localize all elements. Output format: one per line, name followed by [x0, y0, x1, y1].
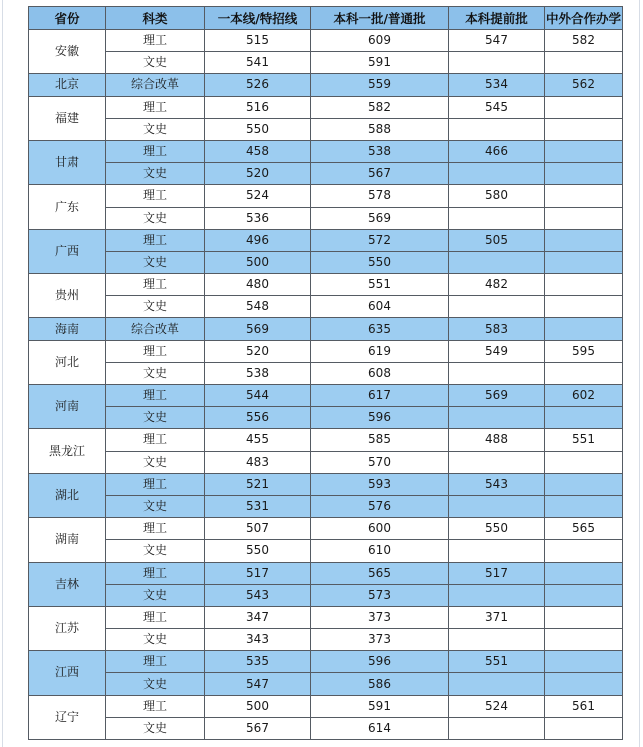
province-cell: 北京	[29, 74, 106, 96]
table-row	[29, 118, 623, 140]
province-cell: 贵州	[29, 274, 106, 318]
subject-cell: 文史	[106, 251, 205, 273]
batch-one-cell: 610	[311, 540, 449, 562]
header-early-batch: 本科提前批	[449, 7, 545, 30]
province-cell: 安徽	[29, 30, 106, 74]
first-tier-line-cell: 343	[205, 629, 311, 651]
table-row	[29, 251, 623, 273]
cooperative-program-cell	[545, 163, 623, 185]
batch-one-cell: 600	[311, 518, 449, 540]
early-batch-cell	[449, 251, 545, 273]
header-province: 省份	[29, 7, 106, 30]
first-tier-line-cell: 458	[205, 140, 311, 162]
table-row	[29, 429, 623, 451]
first-tier-line-cell: 480	[205, 274, 311, 296]
early-batch-cell: 524	[449, 695, 545, 717]
first-tier-line-cell: 507	[205, 518, 311, 540]
batch-one-cell: 619	[311, 340, 449, 362]
province-cell: 广东	[29, 185, 106, 229]
table-row	[29, 74, 623, 96]
subject-cell: 理工	[106, 340, 205, 362]
first-tier-line-cell: 517	[205, 562, 311, 584]
cooperative-program-cell: 565	[545, 518, 623, 540]
first-tier-line-cell: 516	[205, 96, 311, 118]
subject-cell: 文史	[106, 629, 205, 651]
province-cell: 湖南	[29, 518, 106, 562]
subject-cell: 文史	[106, 296, 205, 318]
table-row	[29, 52, 623, 74]
subject-cell: 综合改革	[106, 318, 205, 340]
province-cell: 甘肃	[29, 140, 106, 184]
province-cell: 江苏	[29, 606, 106, 650]
table-row	[29, 185, 623, 207]
cooperative-program-cell	[545, 673, 623, 695]
subject-cell: 文史	[106, 407, 205, 429]
table-row	[29, 30, 623, 52]
early-batch-cell: 517	[449, 562, 545, 584]
table-row	[29, 96, 623, 118]
province-cell: 湖北	[29, 473, 106, 517]
table-row	[29, 451, 623, 473]
subject-cell: 理工	[106, 30, 205, 52]
batch-one-cell: 570	[311, 451, 449, 473]
early-batch-cell	[449, 207, 545, 229]
subject-cell: 文史	[106, 495, 205, 517]
table-row	[29, 207, 623, 229]
subject-cell: 理工	[106, 606, 205, 628]
batch-one-cell: 591	[311, 52, 449, 74]
cooperative-program-cell	[545, 362, 623, 384]
first-tier-line-cell: 520	[205, 340, 311, 362]
early-batch-cell	[449, 673, 545, 695]
cooperative-program-cell	[545, 118, 623, 140]
subject-cell: 文史	[106, 362, 205, 384]
early-batch-cell: 545	[449, 96, 545, 118]
province-cell: 黑龙江	[29, 429, 106, 473]
early-batch-cell	[449, 407, 545, 429]
cooperative-program-cell	[545, 229, 623, 251]
first-tier-line-cell: 538	[205, 362, 311, 384]
early-batch-cell: 550	[449, 518, 545, 540]
subject-cell: 文史	[106, 163, 205, 185]
batch-one-cell: 582	[311, 96, 449, 118]
table-row	[29, 229, 623, 251]
subject-cell: 文史	[106, 118, 205, 140]
first-tier-line-cell: 556	[205, 407, 311, 429]
subject-cell: 理工	[106, 562, 205, 584]
province-cell: 广西	[29, 229, 106, 273]
subject-cell: 理工	[106, 185, 205, 207]
table-row	[29, 296, 623, 318]
first-tier-line-cell: 535	[205, 651, 311, 673]
header-first-tier-line: 一本线/特招线	[205, 7, 311, 30]
province-cell: 福建	[29, 96, 106, 140]
admission-scores-table	[28, 6, 623, 740]
batch-one-cell: 617	[311, 385, 449, 407]
cooperative-program-cell	[545, 52, 623, 74]
subject-cell: 理工	[106, 229, 205, 251]
cooperative-program-cell: 595	[545, 340, 623, 362]
cooperative-program-cell	[545, 451, 623, 473]
cooperative-program-cell	[545, 185, 623, 207]
first-tier-line-cell: 347	[205, 606, 311, 628]
first-tier-line-cell: 544	[205, 385, 311, 407]
batch-one-cell: 565	[311, 562, 449, 584]
table-body	[29, 30, 623, 740]
first-tier-line-cell: 550	[205, 118, 311, 140]
first-tier-line-cell: 496	[205, 229, 311, 251]
cooperative-program-cell	[545, 606, 623, 628]
subject-cell: 理工	[106, 140, 205, 162]
first-tier-line-cell: 550	[205, 540, 311, 562]
batch-one-cell: 538	[311, 140, 449, 162]
table-row	[29, 140, 623, 162]
early-batch-cell: 549	[449, 340, 545, 362]
batch-one-cell: 635	[311, 318, 449, 340]
cooperative-program-cell	[545, 540, 623, 562]
cooperative-program-cell	[545, 274, 623, 296]
cooperative-program-cell	[545, 140, 623, 162]
first-tier-line-cell: 500	[205, 695, 311, 717]
cooperative-program-cell	[545, 717, 623, 739]
table-row	[29, 385, 623, 407]
province-cell: 河南	[29, 385, 106, 429]
cooperative-program-cell	[545, 651, 623, 673]
early-batch-cell	[449, 495, 545, 517]
batch-one-cell: 559	[311, 74, 449, 96]
table-row	[29, 629, 623, 651]
table-row	[29, 695, 623, 717]
batch-one-cell: 551	[311, 274, 449, 296]
subject-cell: 文史	[106, 717, 205, 739]
early-batch-cell	[449, 296, 545, 318]
first-tier-line-cell: 548	[205, 296, 311, 318]
table-header	[29, 7, 623, 30]
cooperative-program-cell	[545, 96, 623, 118]
early-batch-cell	[449, 118, 545, 140]
cooperative-program-cell: 602	[545, 385, 623, 407]
header-cooperative-program: 中外合作办学	[545, 7, 623, 30]
first-tier-line-cell: 547	[205, 673, 311, 695]
batch-one-cell: 569	[311, 207, 449, 229]
early-batch-cell: 547	[449, 30, 545, 52]
first-tier-line-cell: 536	[205, 207, 311, 229]
batch-one-cell: 373	[311, 606, 449, 628]
first-tier-line-cell: 531	[205, 495, 311, 517]
table-row	[29, 606, 623, 628]
subject-cell: 理工	[106, 96, 205, 118]
batch-one-cell: 586	[311, 673, 449, 695]
table-row	[29, 473, 623, 495]
table-row	[29, 518, 623, 540]
table-row	[29, 651, 623, 673]
cooperative-program-cell	[545, 251, 623, 273]
first-tier-line-cell: 520	[205, 163, 311, 185]
batch-one-cell: 588	[311, 118, 449, 140]
cooperative-program-cell	[545, 318, 623, 340]
first-tier-line-cell: 541	[205, 52, 311, 74]
first-tier-line-cell: 567	[205, 717, 311, 739]
subject-cell: 文史	[106, 451, 205, 473]
table-row	[29, 407, 623, 429]
province-cell: 吉林	[29, 562, 106, 606]
subject-cell: 文史	[106, 584, 205, 606]
table-row	[29, 274, 623, 296]
batch-one-cell: 576	[311, 495, 449, 517]
cooperative-program-cell: 561	[545, 695, 623, 717]
cooperative-program-cell	[545, 473, 623, 495]
cooperative-program-cell	[545, 296, 623, 318]
batch-one-cell: 614	[311, 717, 449, 739]
subject-cell: 文史	[106, 673, 205, 695]
cooperative-program-cell: 582	[545, 30, 623, 52]
header-subject: 科类	[106, 7, 205, 30]
cooperative-program-cell	[545, 562, 623, 584]
batch-one-cell: 604	[311, 296, 449, 318]
header-row	[29, 7, 623, 30]
early-batch-cell: 583	[449, 318, 545, 340]
table-row	[29, 673, 623, 695]
subject-cell: 文史	[106, 207, 205, 229]
early-batch-cell: 580	[449, 185, 545, 207]
early-batch-cell: 371	[449, 606, 545, 628]
table-row	[29, 340, 623, 362]
batch-one-cell: 609	[311, 30, 449, 52]
first-tier-line-cell: 569	[205, 318, 311, 340]
cooperative-program-cell	[545, 407, 623, 429]
cooperative-program-cell	[545, 207, 623, 229]
early-batch-cell	[449, 451, 545, 473]
province-cell: 辽宁	[29, 695, 106, 739]
header-batch-one: 本科一批/普通批	[311, 7, 449, 30]
batch-one-cell: 573	[311, 584, 449, 606]
province-cell: 河北	[29, 340, 106, 384]
early-batch-cell	[449, 163, 545, 185]
first-tier-line-cell: 524	[205, 185, 311, 207]
early-batch-cell: 551	[449, 651, 545, 673]
batch-one-cell: 591	[311, 695, 449, 717]
subject-cell: 综合改革	[106, 74, 205, 96]
table-row	[29, 584, 623, 606]
first-tier-line-cell: 500	[205, 251, 311, 273]
batch-one-cell: 593	[311, 473, 449, 495]
cooperative-program-cell: 551	[545, 429, 623, 451]
subject-cell: 文史	[106, 52, 205, 74]
batch-one-cell: 572	[311, 229, 449, 251]
early-batch-cell: 488	[449, 429, 545, 451]
early-batch-cell	[449, 717, 545, 739]
cooperative-program-cell	[545, 629, 623, 651]
early-batch-cell: 569	[449, 385, 545, 407]
early-batch-cell	[449, 540, 545, 562]
early-batch-cell	[449, 584, 545, 606]
table-row	[29, 362, 623, 384]
subject-cell: 理工	[106, 385, 205, 407]
batch-one-cell: 567	[311, 163, 449, 185]
table-row	[29, 717, 623, 739]
batch-one-cell: 608	[311, 362, 449, 384]
first-tier-line-cell: 515	[205, 30, 311, 52]
cooperative-program-cell: 562	[545, 74, 623, 96]
first-tier-line-cell: 521	[205, 473, 311, 495]
batch-one-cell: 578	[311, 185, 449, 207]
first-tier-line-cell: 543	[205, 584, 311, 606]
table-row	[29, 163, 623, 185]
subject-cell: 理工	[106, 518, 205, 540]
early-batch-cell: 482	[449, 274, 545, 296]
batch-one-cell: 550	[311, 251, 449, 273]
first-tier-line-cell: 526	[205, 74, 311, 96]
table-row	[29, 540, 623, 562]
batch-one-cell: 373	[311, 629, 449, 651]
first-tier-line-cell: 455	[205, 429, 311, 451]
early-batch-cell	[449, 362, 545, 384]
first-tier-line-cell: 483	[205, 451, 311, 473]
province-cell: 海南	[29, 318, 106, 340]
subject-cell: 理工	[106, 695, 205, 717]
early-batch-cell: 466	[449, 140, 545, 162]
table-row	[29, 562, 623, 584]
table-row	[29, 495, 623, 517]
early-batch-cell: 534	[449, 74, 545, 96]
subject-cell: 文史	[106, 540, 205, 562]
early-batch-cell	[449, 629, 545, 651]
subject-cell: 理工	[106, 473, 205, 495]
batch-one-cell: 596	[311, 651, 449, 673]
cooperative-program-cell	[545, 495, 623, 517]
cooperative-program-cell	[545, 584, 623, 606]
batch-one-cell: 585	[311, 429, 449, 451]
early-batch-cell: 505	[449, 229, 545, 251]
table-row	[29, 318, 623, 340]
subject-cell: 理工	[106, 429, 205, 451]
early-batch-cell: 543	[449, 473, 545, 495]
batch-one-cell: 596	[311, 407, 449, 429]
subject-cell: 理工	[106, 274, 205, 296]
early-batch-cell	[449, 52, 545, 74]
province-cell: 江西	[29, 651, 106, 695]
subject-cell: 理工	[106, 651, 205, 673]
